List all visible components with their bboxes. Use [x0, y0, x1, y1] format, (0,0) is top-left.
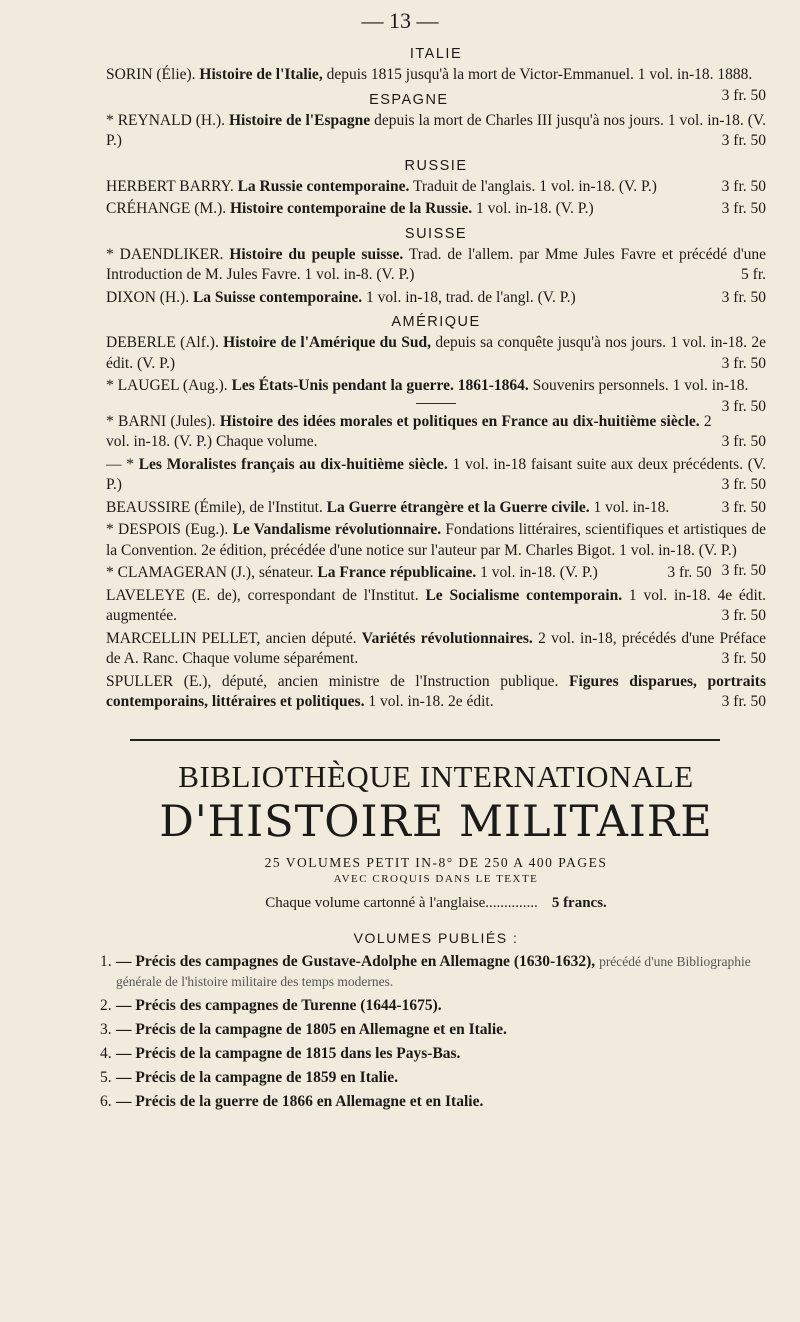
entry-spuller — [106, 672, 766, 713]
entry-price: 3 fr. 50 — [667, 564, 712, 581]
entry-price: 3 fr. 50 — [721, 650, 766, 667]
volume-title: — Précis des campagnes de Turenne (1644-1675). — [116, 996, 442, 1014]
entry-title: Les États-Unis pendant la guerre. 1861-1864. — [231, 377, 529, 394]
volume-item — [100, 1020, 766, 1040]
entry-title: Figures disparues, portraits contemporains, littéraires et politiques. — [106, 672, 767, 710]
entry-details: 1 vol. in-18 faisant suite aux deux précédents. (V. P.) — [106, 455, 767, 493]
volume-item — [100, 1092, 766, 1112]
entry-pellet — [106, 629, 766, 670]
section-heading-italie: ITALIE — [409, 46, 463, 62]
volume-item — [100, 952, 766, 992]
entry-author: * DESPOIS (Eug.). — [106, 521, 229, 538]
entry-price: 3 fr. 50 — [721, 693, 766, 710]
entry-title: Histoire des idées morales et politiques en France au dix-huitième siècle. — [219, 412, 700, 430]
entry-price: 3 fr. 50 — [721, 433, 766, 450]
section-heading-amerique: AMÉRIQUE — [391, 314, 481, 330]
entry-author: DIXON (H.). — [106, 288, 190, 306]
entry-title: Histoire du peuple suisse. — [229, 245, 404, 263]
section-divider — [130, 739, 720, 741]
entry-price: 3 fr. 50 — [721, 177, 766, 195]
entry-barni — [106, 412, 766, 453]
entry-details: Traduit de l'anglais. 1 vol. in-18. (V. P.) — [412, 177, 657, 195]
entry-author: — * — [106, 455, 134, 473]
volume-item — [100, 1044, 766, 1064]
volume-number: 3. — [100, 1020, 112, 1038]
entry-daendliker — [106, 245, 766, 286]
volume-number: 1. — [100, 952, 112, 970]
volumes-list — [100, 952, 766, 1112]
entry-price: 3 fr. 50 — [721, 476, 766, 493]
entry-dixon — [106, 288, 766, 309]
entry-laugel — [106, 376, 766, 415]
entry-details: 1 vol. in-18. 2e édit. — [368, 693, 494, 710]
page-number: — 13 — — [361, 8, 439, 33]
entry-title: Les Moralistes français au dix-huitième siècle. — [138, 455, 448, 473]
volume-number: 2. — [100, 996, 112, 1014]
volume-title: — Précis de la campagne de 1805 en Allemagne et en Italie. — [116, 1020, 507, 1038]
series-format: 25 VOLUMES PETIT IN-8° DE 250 A 400 PAGES — [264, 854, 608, 870]
volume-item — [100, 996, 766, 1016]
entry-price: 3 fr. 50 — [721, 132, 766, 149]
entry-title: La Guerre étrangère et la Guerre civile. — [326, 498, 590, 516]
entry-details: depuis 1815 jusqu'à la mort de Victor-Emmanuel. 1 vol. in-18. 1888. — [326, 66, 753, 83]
entry-title: La Suisse contemporaine. — [192, 288, 363, 306]
entry-author: HERBERT BARRY. — [106, 177, 234, 195]
short-divider — [416, 403, 456, 404]
entry-price: 3 fr. 50 — [721, 607, 766, 624]
entry-laveleye — [106, 586, 766, 627]
entry-author: MARCELLIN PELLET, ancien député. — [106, 629, 357, 647]
entry-title: Le Vandalisme révolutionnaire. — [232, 521, 442, 538]
entry-author: DEBERLE (Alf.). — [106, 334, 219, 351]
entry-clamageran — [106, 563, 766, 584]
entry-details: Trad. de l'allem. par Mme Jules Favre et précédé d'une Introduction de M. Jules Favre. 1 vol. in-8. (V. P.) — [106, 245, 766, 283]
series-subtitle: D'HISTOIRE MILITAIRE — [159, 796, 713, 847]
section-heading-russie: RUSSIE — [404, 157, 468, 174]
entry-details: 2 vol. in-18. (V. P.) Chaque volume. — [106, 412, 712, 450]
entry-price: 3 fr. 50 — [721, 354, 766, 372]
entry-details: 1 vol. in-18. (V. P.) — [480, 564, 598, 581]
series-binding — [106, 895, 766, 912]
volume-title: — Précis de la guerre de 1866 en Allemagne et en Italie. — [116, 1092, 484, 1110]
entry-beaussire — [106, 498, 766, 519]
entry-price: 3 fr. 50 — [721, 397, 766, 415]
volume-note: précédé d'une Bibliographie générale de l'histoire militaire des temps modernes. — [116, 953, 751, 989]
entry-price: 3 fr. 50 — [721, 498, 766, 516]
entry-title: La Russie contemporaine. — [237, 177, 410, 195]
volume-number: 6. — [100, 1092, 112, 1110]
volume-number: 4. — [100, 1044, 112, 1062]
entry-author: LAVELEYE (E. de), correspondant de l'Institut. — [106, 586, 419, 604]
entry-author: CRÉHANGE (M.). — [106, 200, 227, 217]
entry-barry — [106, 177, 766, 198]
entry-details: 2 vol. in-18, précédés d'une Préface de A. Ranc. Chaque volume séparément. — [106, 629, 767, 667]
entry-price: 3 fr. 50 — [721, 86, 766, 104]
entry-title: Histoire contemporaine de la Russie. — [230, 200, 473, 217]
entry-price: 5 fr. — [741, 266, 766, 283]
entry-details: 1 vol. in-18. — [593, 498, 670, 516]
entry-title: Histoire de l'Amérique du Sud, — [223, 334, 431, 351]
entry-author: SORIN (Élie). — [106, 66, 196, 83]
section-heading-suisse: SUISSE — [404, 225, 468, 242]
entry-price: 3 fr. 50 — [721, 200, 766, 217]
entry-details: Souvenirs personnels. 1 vol. in-18. — [532, 377, 749, 394]
volumes-heading: VOLUMES PUBLIÉS : — [353, 929, 519, 946]
entry-author: * DAENDLIKER. — [106, 245, 224, 263]
entry-title: Variétés révolutionnaires. — [361, 629, 533, 647]
entry-author: * BARNI (Jules). — [106, 412, 216, 430]
volume-title: — Précis des campagnes de Gustave-Adolphe en Allemagne (1630-1632), — [116, 952, 596, 970]
entry-author: * LAUGEL (Aug.). — [106, 377, 228, 394]
series-title: BIBLIOTHÈQUE INTERNATIONALE — [178, 758, 694, 794]
entry-deberle — [106, 333, 766, 374]
entry-title: Le Socialisme contemporain. — [425, 586, 623, 604]
entry-reynald — [106, 111, 766, 152]
volume-title: — Précis de la campagne de 1859 en Italie. — [116, 1068, 398, 1086]
entry-title: Histoire de l'Italie, — [199, 66, 323, 83]
entry-title: Histoire de l'Espagne — [228, 111, 371, 129]
entry-details: 1 vol. in-18. 4e édit. augmentée. — [106, 586, 767, 624]
volume-item — [100, 1068, 766, 1088]
entry-details: Fondations littéraires, scientifiques et artistiques de la Convention. 2e édition, précédée d'une notice sur l'auteur par M. Charles Bigot. 1 vol. in-18. (V. P.) — [106, 521, 767, 559]
entry-author: SPULLER (E.), député, ancien ministre de l'Instruction publique. — [106, 672, 559, 690]
section-heading-espagne: ESPAGNE — [369, 91, 449, 108]
entry-details: depuis la mort de Charles III jusqu'à nos jours. 1 vol. in-18. (V. P.) — [106, 111, 766, 149]
entry-details: depuis sa conquête jusqu'à nos jours. 1 vol. in-18. 2e édit. (V. P.) — [106, 334, 767, 372]
entry-details: 1 vol. in-18. (V. P.) — [475, 200, 594, 217]
catalog-content — [100, 40, 767, 1116]
entry-price: 3 fr. 50 — [721, 288, 766, 306]
entry-details: 1 vol. in-18, trad. de l'angl. (V. P.) — [366, 288, 576, 306]
entry-author: * CLAMAGERAN (J.), sénateur. — [106, 564, 314, 581]
entry-price: 3 fr. 50 — [721, 562, 766, 579]
series-illustrations: AVEC CROQUIS DANS LE TEXTE — [333, 872, 539, 885]
entry-author: BEAUSSIRE (Émile), de l'Institut. — [106, 498, 323, 516]
binding-label: Chaque volume cartonné à l'anglaise.............. — [265, 894, 538, 911]
entry-author: * REYNALD (H.). — [106, 111, 225, 129]
volume-title: — Précis de la campagne de 1815 dans les Pays-Bas. — [116, 1044, 461, 1062]
entry-barni2 — [106, 455, 766, 496]
entry-crehange — [106, 199, 766, 220]
entry-title: La France républicaine. — [317, 564, 477, 581]
volume-number: 5. — [100, 1068, 112, 1086]
binding-price: 5 francs. — [551, 894, 607, 911]
